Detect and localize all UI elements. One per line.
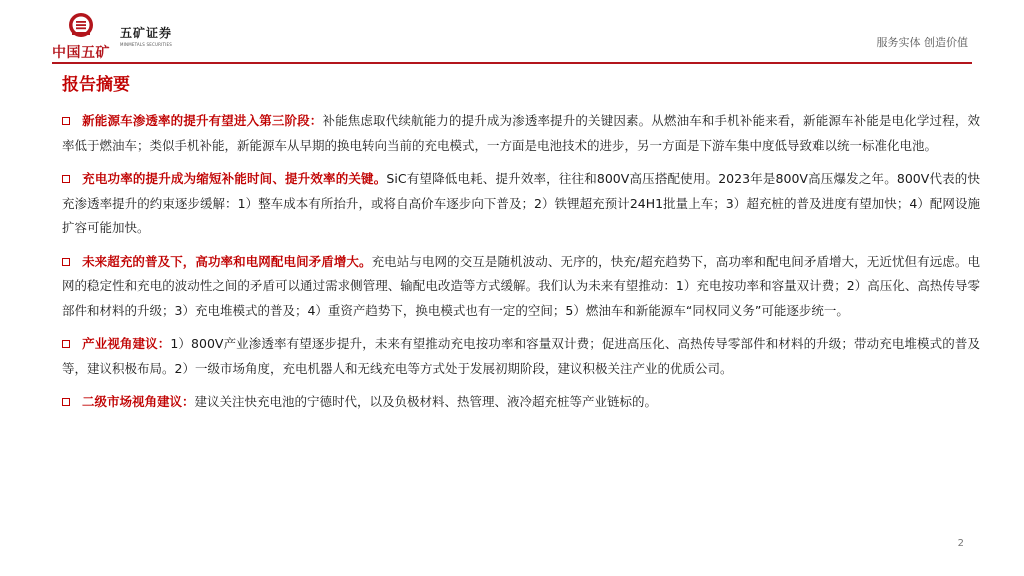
securities-logo xyxy=(120,24,190,47)
minmetals-emblem-icon xyxy=(68,12,94,38)
square-bullet-icon xyxy=(62,340,70,348)
square-bullet-icon xyxy=(62,175,70,183)
summary-paragraph xyxy=(62,250,980,324)
paragraph-heading: 产业视角建议： xyxy=(82,336,171,351)
paragraph-body: SiC有望降低电耗、提升效率，往往和800V高压搭配使用。2023年是800V高压爆发之年。800V代表的快充渗透率提升的约束逐步缓解：1）整车成本有所抬升，或将自高价车逐步向下普及；2）铁锂超充预计24H1批量上车；3）超充桩的普及进度有望加快；4）配网设施扩容可能加快。 xyxy=(62,171,980,235)
summary-paragraph xyxy=(62,167,980,241)
square-bullet-icon xyxy=(62,258,70,266)
logo-text-china-minmetals: 中国五矿 xyxy=(52,45,110,61)
paragraph-body: 充电站与电网的交互是随机波动、无序的，快充/超充趋势下，高功率和配电间矛盾增大，无近忧但有远虑。电网的稳定性和充电的波动性之间的矛盾可以通过需求侧管理、输配电改造等方式缓解。我们认为未来有望推动：1）充电按功率和容量双计费；2）高压化、高热传导零部件和材料的升级；3）充电堆模式的普及；4）重资产趋势下，换电模式也有一定的空间；5）燃油车和新能源车“同权同义务”可能逐步统一。 xyxy=(62,253,980,318)
header-divider xyxy=(52,62,972,64)
paragraph-body: 建议关注快充电池的宁德时代，以及负极材料、热管理、液冷超充桩等产业链标的。 xyxy=(194,394,658,409)
paragraph-body: 补能焦虑取代续航能力的提升成为渗透率提升的关键因素。从燃油车和手机补能来看，新能源车补能是电化学过程，效率低于燃油车；类似手机补能，新能源车从早期的换电转向当前的充电模式，一方面是电池技术的进步，另一方面是下游车集中度低导致难以统一标准化电池。 xyxy=(62,113,980,153)
paragraph-heading: 新能源车渗透率的提升有望进入第三阶段： xyxy=(82,113,323,128)
square-bullet-icon xyxy=(62,398,70,406)
paragraph-heading: 二级市场视角建议： xyxy=(82,394,195,409)
summary-paragraph xyxy=(62,109,980,158)
company-logo xyxy=(52,12,182,60)
square-bullet-icon xyxy=(62,117,70,125)
header-tagline: 服务实体 创造价值 xyxy=(876,36,968,49)
page-title: 报告摘要 xyxy=(62,75,130,95)
logo-text-english: MINMETALS SECURITIES xyxy=(120,42,172,47)
summary-content xyxy=(62,109,980,424)
summary-paragraph xyxy=(62,332,980,381)
page-number: 2 xyxy=(957,538,964,549)
logo-text-minmetals-securities: 五矿证券 xyxy=(120,26,173,40)
summary-paragraph xyxy=(62,390,980,415)
paragraph-heading: 未来超充的普及下，高功率和电网配电间矛盾增大。 xyxy=(82,253,372,269)
paragraph-body: 1）800V产业渗透率有望逐步提升，未来有望推动充电按功率和容量双计费；促进高压化、高热传导零部件和材料的升级；带动充电堆模式的普及等，建议积极布局。2）一级市场角度，充电机器人和无线充电等方式处于发展初期阶段，建议积极关注产业的优质公司。 xyxy=(62,336,980,376)
paragraph-heading: 充电功率的提升成为缩短补能时间、提升效率的关键。 xyxy=(82,171,387,186)
